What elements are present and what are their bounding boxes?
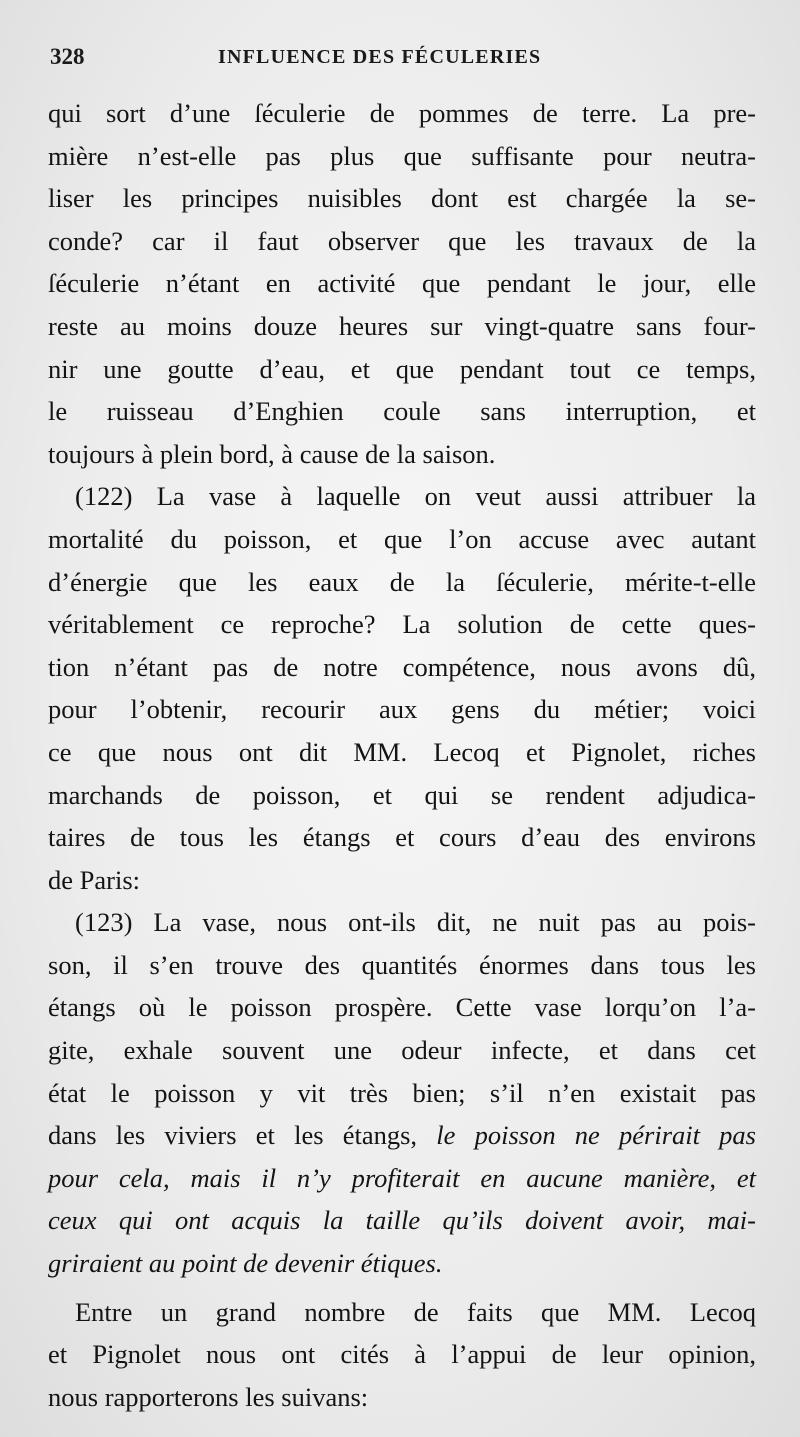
text-line: gite, exhale souvent une odeur infecte, et dans cet	[48, 1035, 756, 1066]
text-line: tion n’étant pas de notre compétence, nous avons dû,	[48, 651, 756, 682]
text-line: mière n’est-elle pas plus que suffisante pour neutra-	[48, 140, 756, 171]
italic-text-line	[48, 1242, 756, 1285]
italic-text-line	[48, 1199, 756, 1242]
text-line: mortalité du poisson, et que l’on accuse avec autant	[48, 523, 756, 554]
text-line: qui sort d’une ſéculerie de pommes de terre. La pre-	[48, 98, 756, 128]
text-line: pour l’obtenir, recourir aux gens du métier; voici	[48, 694, 756, 725]
text-line: (122) La vase à laquelle on veut aussi attribuer la	[75, 481, 756, 512]
text-line-mixed	[48, 1114, 756, 1157]
paragraph-continued	[48, 92, 756, 475]
text-line: nous rapporterons les suivans:	[48, 1381, 369, 1412]
text-line: toujours à plein bord, à cause de la saison.	[48, 438, 496, 469]
text-line: état le poisson y vit très bien; s’il n’en existait pas	[48, 1077, 756, 1108]
italic-text-segment: ceux qui ont acquis la taille qu’ils doivent avoir, mai-	[48, 1205, 756, 1236]
italic-text-segment: pour cela, mais il n’y profiterait en aucune manière, et	[48, 1162, 756, 1193]
text-line: étangs où le poisson prospère. Cette vase lorqu’on l’a-	[48, 992, 756, 1023]
italic-text-segment: griraient au point de devenir étiques.	[48, 1248, 443, 1279]
text-line: d’énergie que les eaux de la ſéculerie, mérite-t-elle	[48, 566, 756, 597]
text-segment: dans les viviers et les étangs,	[48, 1120, 418, 1151]
text-line: son, il s’en trouve des quantités énormes dans tous les	[48, 949, 756, 980]
running-title: INFLUENCE DES FÉCULERIES	[218, 46, 542, 68]
body-text	[48, 92, 756, 1418]
text-line: et Pignolet nous ont cités à l’appui de leur opinion,	[48, 1339, 756, 1370]
text-line: ce que nous ont dit MM. Lecoq et Pignolet, riches	[48, 736, 756, 767]
text-line: conde? car il faut observer que les travaux de la	[48, 225, 756, 256]
page-number: 328	[50, 44, 85, 69]
text-line: ſéculerie n’étant en activité que pendant le jour, elle	[48, 268, 756, 299]
text-line: de Paris:	[48, 864, 140, 895]
italic-text-segment: le poisson ne périrait pas	[436, 1120, 756, 1151]
paragraph-122	[48, 475, 756, 901]
text-line: le ruisseau d’Enghien coule sans interruption, et	[48, 396, 756, 427]
page-header	[50, 44, 750, 74]
paragraph-123	[48, 901, 756, 1284]
text-line: Entre un grand nombre de faits que MM. Lecoq	[75, 1296, 756, 1327]
text-line: nir une goutte d’eau, et que pendant tout ce temps,	[48, 353, 756, 384]
text-line: liser les principes nuisibles dont est chargée la se-	[48, 183, 756, 214]
text-line: marchands de poisson, et qui se rendent adjudica-	[48, 779, 756, 810]
text-line: reste au moins douze heures sur vingt-quatre sans four-	[48, 310, 756, 341]
text-line: (123) La vase, nous ont-ils dit, ne nuit pas au pois-	[75, 907, 756, 938]
italic-text-line	[48, 1157, 756, 1200]
text-line: véritablement ce reproche? La solution de cette ques-	[48, 609, 756, 640]
text-line: taires de tous les étangs et cours d’eau des environs	[48, 822, 756, 853]
paragraph-facts	[48, 1291, 756, 1419]
